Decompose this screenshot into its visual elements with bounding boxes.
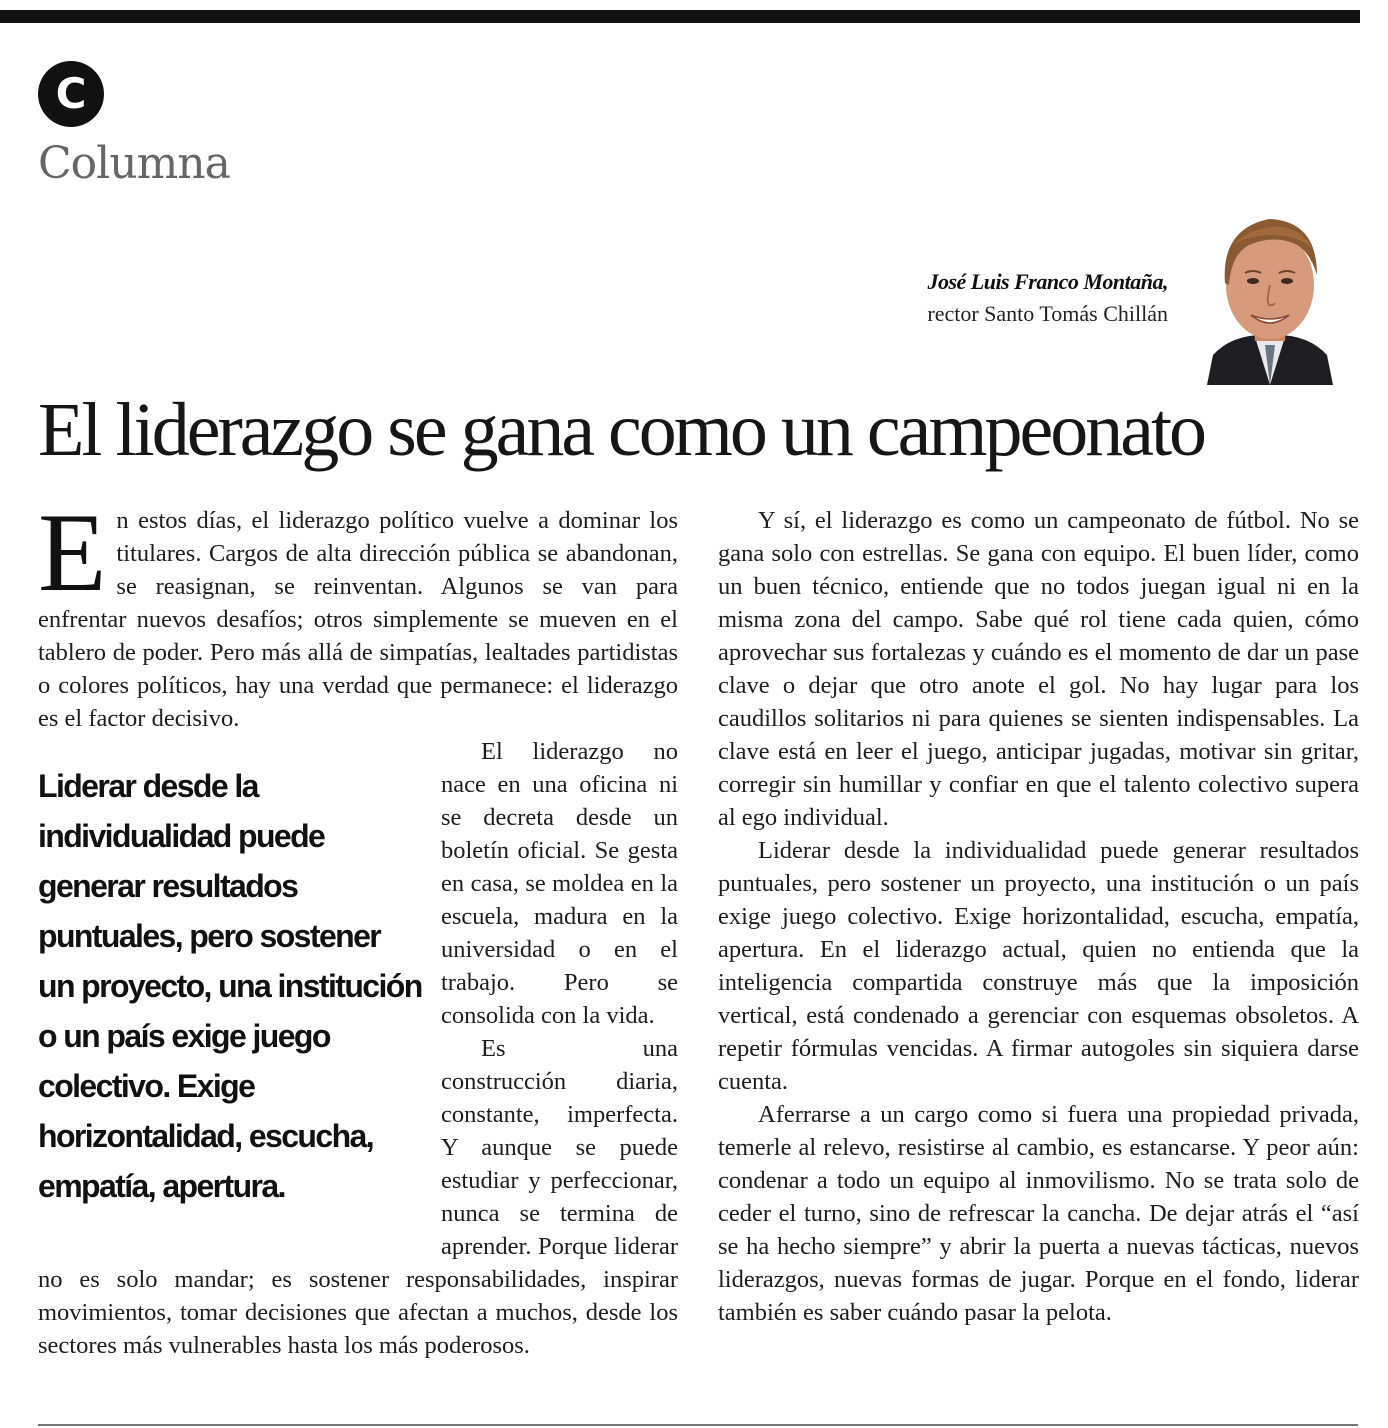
- paragraph-text: n estos días, el liderazgo político vuelve a dominar los titulares. Cargos de alta dirección pública se abandonan, se reasignan, se reinventan. Algunos se van para enfrentar nuevos desafíos; otros simplemente se mueven en el tablero de poder. Pero más allá de simpatías, lealtades partidistas o colores políticos, hay una verdad que permanece: el liderazgo es el factor decisivo.: [38, 507, 678, 732]
- bottom-rule: [38, 1424, 1358, 1426]
- byline: [927, 266, 1168, 330]
- author-name: José Luis Franco Montaña,: [927, 269, 1168, 294]
- top-rule: [0, 10, 1360, 23]
- pull-quote: Liderar desde la individualidad puede generar resultados puntuales, pero sostener un proyecto, una institución o un país exige juego colectivo. Exige horizontalidad, escucha, empatía, apertura.: [38, 768, 422, 1204]
- article-paragraph: Y sí, el liderazgo es como un campeonato de fútbol. No se gana solo con estrellas. Se gana con equipo. El buen líder, como un buen técnico, entiende que no todos juegan igual ni en la misma zona del campo. Sabe qué rol tiene cada quien, cómo aprovechar sus fortalezas y cuándo es el momento de dar un pase clave o dejar que otro anote el gol. No hay lugar para los caudillos solitarios ni para quienes se sienten indispensables. La clave está en leer el juego, anticipar jugadas, motivar sin gritar, corregir sin humillar y confiar en que el talento colectivo supera al ego individual.: [718, 507, 1359, 831]
- author-photo: [1203, 205, 1337, 385]
- article-paragraph: Liderar desde la individualidad puede generar resultados puntuales, pero sostener un proyecto, una institución o un país exige juego colectivo. Exige horizontalidad, escucha, empatía, apertura. En el liderazgo actual, quien no entienda que la inteligencia compartida construye más que la imposición vertical, está condenado a gerenciar con esquemas obsoletos. A repetir fórmulas vencidas. A firmar autogoles sin siquiera darse cuenta.: [718, 837, 1359, 1095]
- article-paragraph: [38, 491, 678, 735]
- article-paragraph: Aferrarse a un cargo como si fuera una propiedad privada, temerle al relevo, resistirse al cambio, es estancarse. Y peor aún: condenar a todo un equipo al inmovilismo. No se trata solo de ceder el turno, sino de refrescar la cancha. De dejar atrás el “así se ha hecho siempre” y abrir la puerta a nuevas tácticas, nuevos liderazgos, nuevas formas de jugar. Porque en el fondo, liderar también es saber cuándo pasar la pelota.: [718, 1101, 1359, 1326]
- section-label: Columna: [38, 138, 230, 189]
- drop-cap: E: [38, 491, 107, 615]
- section-badge-icon: C: [38, 61, 104, 127]
- article-column-left: [38, 491, 678, 1362]
- article-paragraph: El liderazgo no nace en una oficina ni se decreta desde un boletín oficial. Se gesta en casa, se moldea en la escuela, madura en la universidad o en el trabajo. Pero se consolida con la vida.: [441, 738, 678, 1029]
- headline: El liderazgo se gana como un campeonato: [38, 388, 1205, 472]
- article-column-right: [718, 504, 1359, 1329]
- author-role: rector Santo Tomás Chillán: [927, 301, 1168, 326]
- article-paragraph: Es una construcción diaria, constante, imperfecta. Y aunque se puede estudiar y perfeccionar, nunca se termina de aprender. Porque liderar no es solo mandar; es sostener responsabilidades, inspirar movimientos, tomar decisiones que afectan a muchos, desde los sectores más vulnerables hasta los más poderosos.: [38, 1035, 678, 1359]
